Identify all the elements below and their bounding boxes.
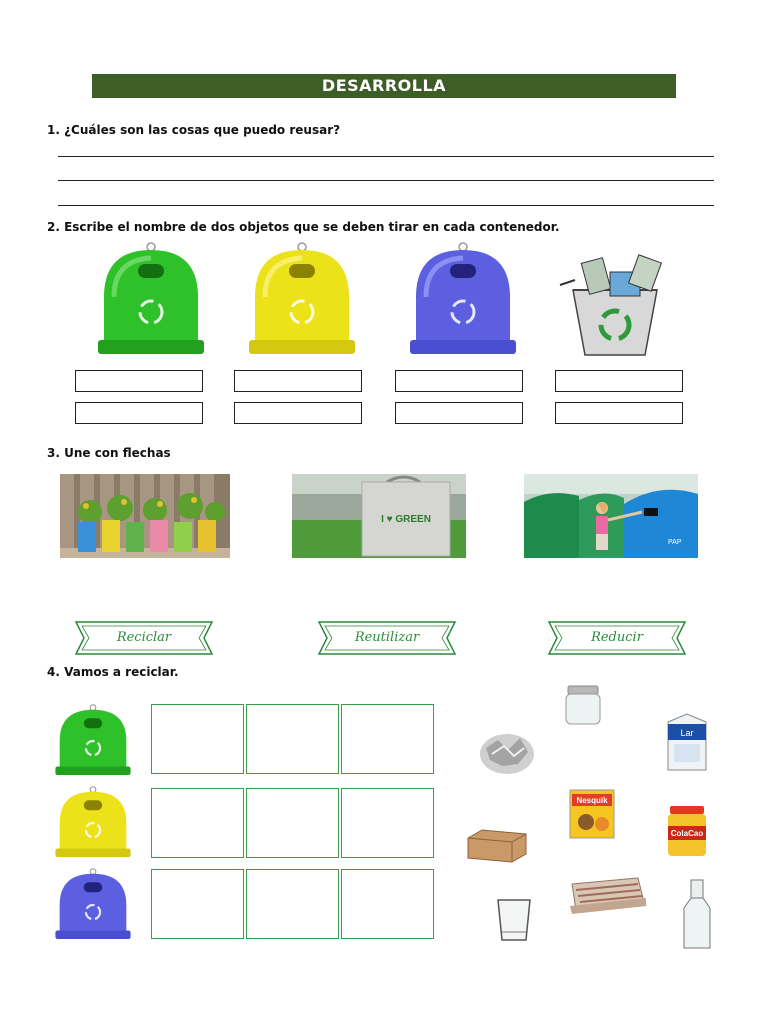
milk-brand-text: Lar [680,728,694,738]
yellow-bin-small [54,786,132,860]
question-1: 1. ¿Cuáles son las cosas que puedo reusar? [47,123,341,137]
label-reducir: Reducir [591,630,643,645]
page-title: DESARROLLA [92,74,676,98]
aluminum-foil-ball-item[interactable] [478,730,536,776]
answer-line-2[interactable] [58,180,714,181]
glass-bottle-item[interactable] [680,878,714,950]
green-bin-answer-1[interactable] [75,370,203,392]
electronics-bin-answer-2[interactable] [555,402,683,424]
green-row-cell-2[interactable] [246,704,339,774]
label-reciclar: Reciclar [116,630,172,645]
cocoa-jar-item[interactable] [664,804,710,858]
question-4: 4. Vamos a reciclar. [47,665,179,679]
yellow-row-cell-1[interactable] [151,788,244,858]
green-row-cell-1[interactable] [151,704,244,774]
blue-row-cell-3[interactable] [341,869,434,939]
green-bag-photo [292,474,466,558]
bag-text: I ♥ GREEN [381,514,431,525]
yellow-bin-answer-2[interactable] [234,402,362,424]
cereal-brand-text: Nesquik [576,796,608,805]
green-bin-answer-2[interactable] [75,402,203,424]
blue-row-cell-1[interactable] [151,869,244,939]
newspapers-item[interactable] [568,876,648,916]
cereal-box-item[interactable] [568,788,616,840]
milk-carton-item[interactable] [664,710,710,772]
yellow-bin-answer-1[interactable] [234,370,362,392]
electronics-bin-image [555,250,670,360]
yellow-bin-image [247,242,357,360]
blue-row-cell-2[interactable] [246,869,339,939]
blue-bin-small [54,868,132,942]
question-2: 2. Escribe el nombre de dos objetos que se deben tirar en cada contenedor. [47,220,560,234]
drinking-glass-item[interactable] [494,898,534,942]
green-bin-small [54,704,132,778]
electronics-bin-answer-1[interactable] [555,370,683,392]
cardboard-box-item[interactable] [466,828,528,864]
cocoa-brand-text: ColaCao [670,829,704,838]
boots-planters-photo [60,474,230,558]
yellow-row-cell-3[interactable] [341,788,434,858]
green-bin-image [96,242,206,360]
container-text: PAP [668,539,682,546]
glass-jar-item[interactable] [562,684,604,726]
label-reutilizar: Reutilizar [354,630,420,645]
answer-line-1[interactable] [58,156,714,157]
recycling-containers-photo [524,474,698,558]
green-row-cell-3[interactable] [341,704,434,774]
yellow-row-cell-2[interactable] [246,788,339,858]
question-3: 3. Une con flechas [47,446,171,460]
blue-bin-image [408,242,518,360]
blue-bin-answer-1[interactable] [395,370,523,392]
blue-bin-answer-2[interactable] [395,402,523,424]
answer-line-3[interactable] [58,205,714,206]
